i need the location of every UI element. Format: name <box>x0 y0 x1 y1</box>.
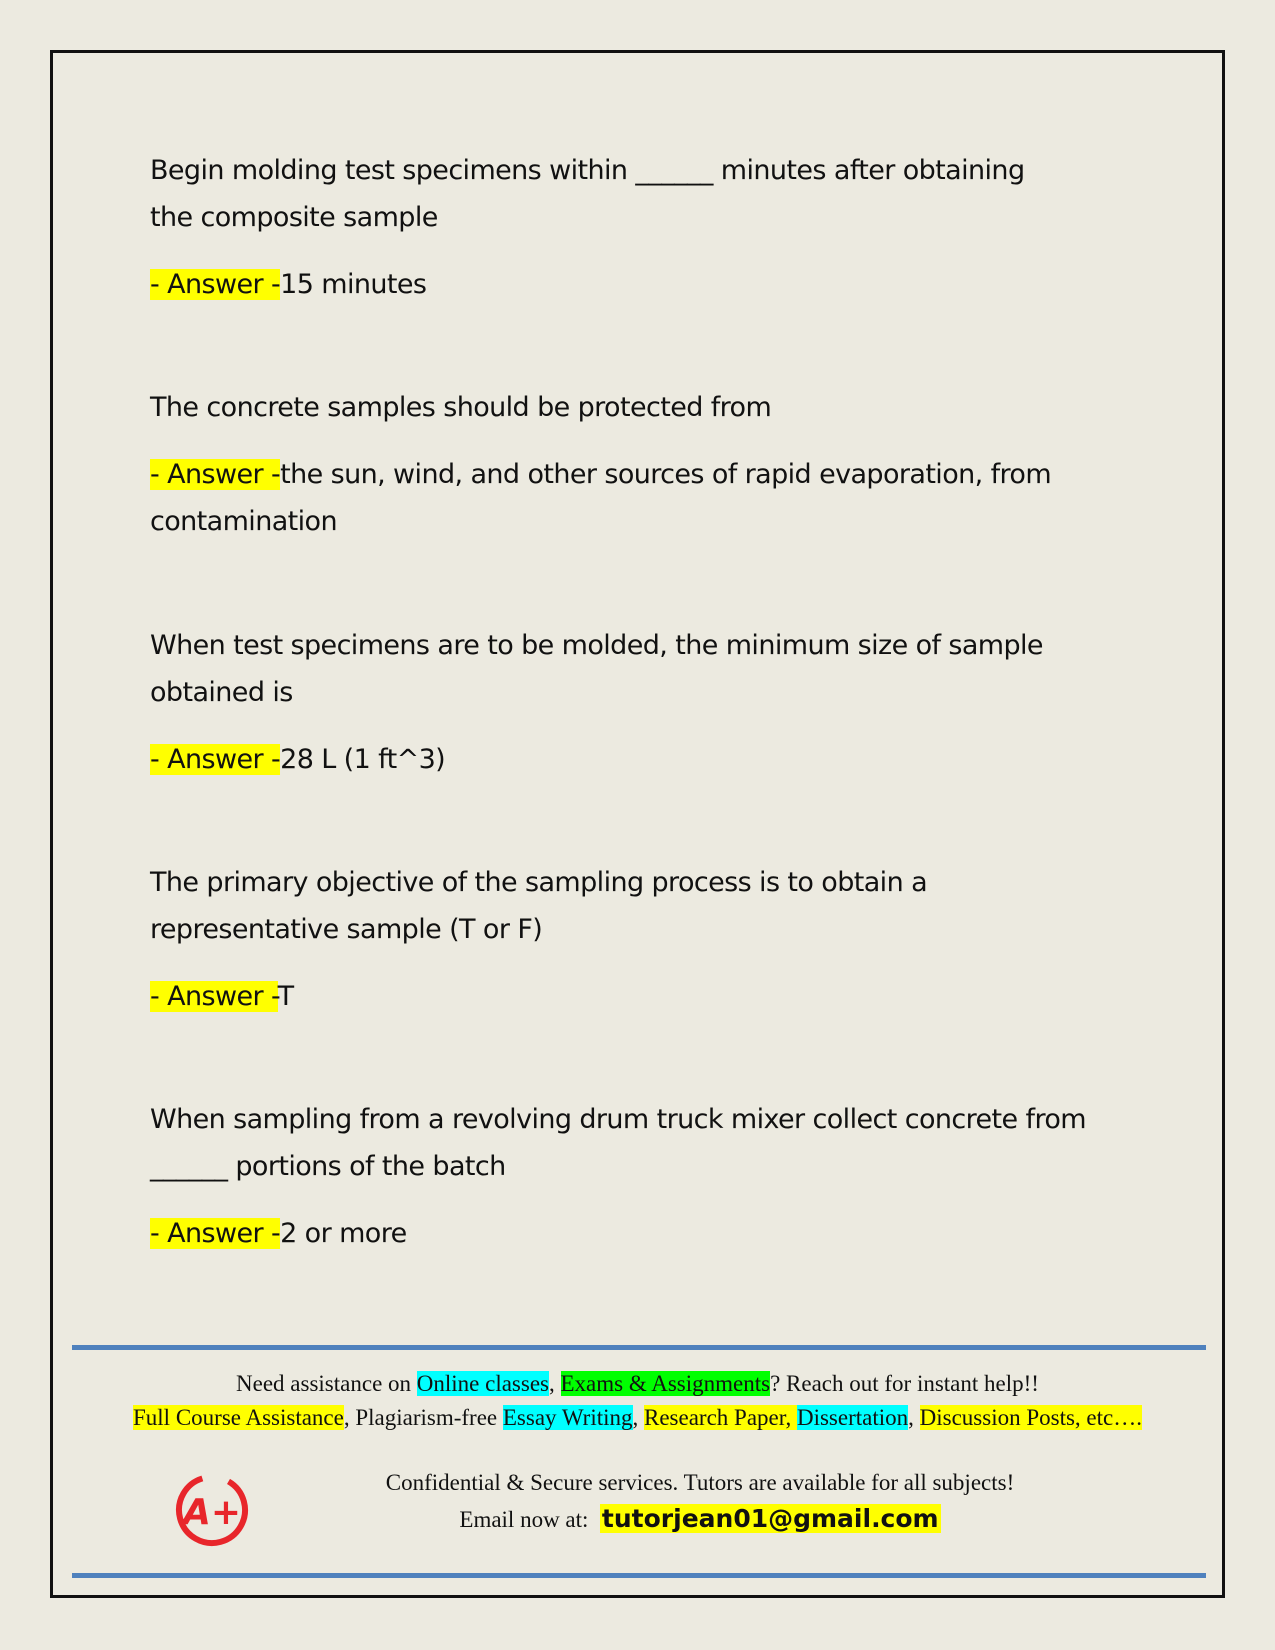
footer-email-line <box>250 1502 1150 1537</box>
footer-text: ? Reach out for instant help!! <box>770 1371 1039 1396</box>
qa-item-5 <box>150 1096 1140 1257</box>
footer-text: , <box>549 1371 561 1396</box>
answer-label: - Answer - <box>150 1218 281 1249</box>
answer-text: the sun, wind, and other sources of rapid evaporation, from contamination <box>150 459 1052 537</box>
footer-text: , Plagiarism-free <box>343 1405 503 1430</box>
question-1: Begin molding test specimens within ______ minutes after obtaining the composite sample <box>150 155 1025 233</box>
footer-line-3: Confidential & Secure services. Tutors are available for all subjects! <box>385 1470 1015 1495</box>
question-3: When test specimens are to be molded, the minimum size of sample obtained is <box>150 630 1043 708</box>
footer-line-2 <box>60 1401 1215 1435</box>
answer-label: - Answer - <box>150 981 278 1012</box>
answer-text: T <box>277 981 294 1012</box>
qa-item-4 <box>150 859 1140 1020</box>
answer-text: 15 minutes <box>280 269 427 300</box>
footer-bottom-rule <box>72 1573 1206 1578</box>
essay-writing-highlight: Essay Writing <box>502 1405 633 1430</box>
answer-label: - Answer - <box>150 459 281 490</box>
qa-item-3 <box>150 622 1140 783</box>
answer-4 <box>150 973 1140 1020</box>
discussion-posts-highlight: Discussion Posts, etc…. <box>919 1405 1142 1430</box>
online-classes-highlight: Online classes <box>416 1371 549 1396</box>
a-plus-logo-icon <box>172 1470 252 1550</box>
question-2: The concrete samples should be protected from <box>150 392 772 423</box>
qa-item-1 <box>150 147 1140 308</box>
answer-label: - Answer - <box>150 744 281 775</box>
email-link[interactable]: tutorjean01@gmail.com <box>601 1504 939 1533</box>
email-label: Email now at: <box>459 1507 600 1532</box>
answer-3 <box>150 736 1140 783</box>
answer-5 <box>150 1210 1140 1257</box>
answer-text: 28 L (1 ft^3) <box>280 744 446 775</box>
full-course-highlight: Full Course Assistance <box>133 1405 344 1430</box>
research-paper-highlight: Research Paper, <box>644 1405 797 1430</box>
footer-text: , <box>632 1405 644 1430</box>
question-4: The primary objective of the sampling process is to obtain a representative sample (T or F) <box>150 867 928 945</box>
qa-item-2 <box>150 384 1140 545</box>
answer-text: 2 or more <box>280 1218 407 1249</box>
footer-text: , <box>908 1405 920 1430</box>
footer-top-rule <box>72 1345 1206 1350</box>
answer-label: - Answer - <box>150 269 281 300</box>
logo-text: A+ <box>182 1492 242 1533</box>
answer-2 <box>150 451 1070 545</box>
footer-text: Need assistance on <box>236 1371 417 1396</box>
dissertation-highlight: Dissertation <box>796 1405 909 1430</box>
footer-line-1 <box>60 1367 1215 1401</box>
answer-1 <box>150 261 1140 308</box>
question-5: When sampling from a revolving drum truck mixer collect concrete from ______ portions of the batch <box>150 1104 1086 1182</box>
exams-assignments-highlight: Exams & Assignments <box>560 1371 771 1396</box>
